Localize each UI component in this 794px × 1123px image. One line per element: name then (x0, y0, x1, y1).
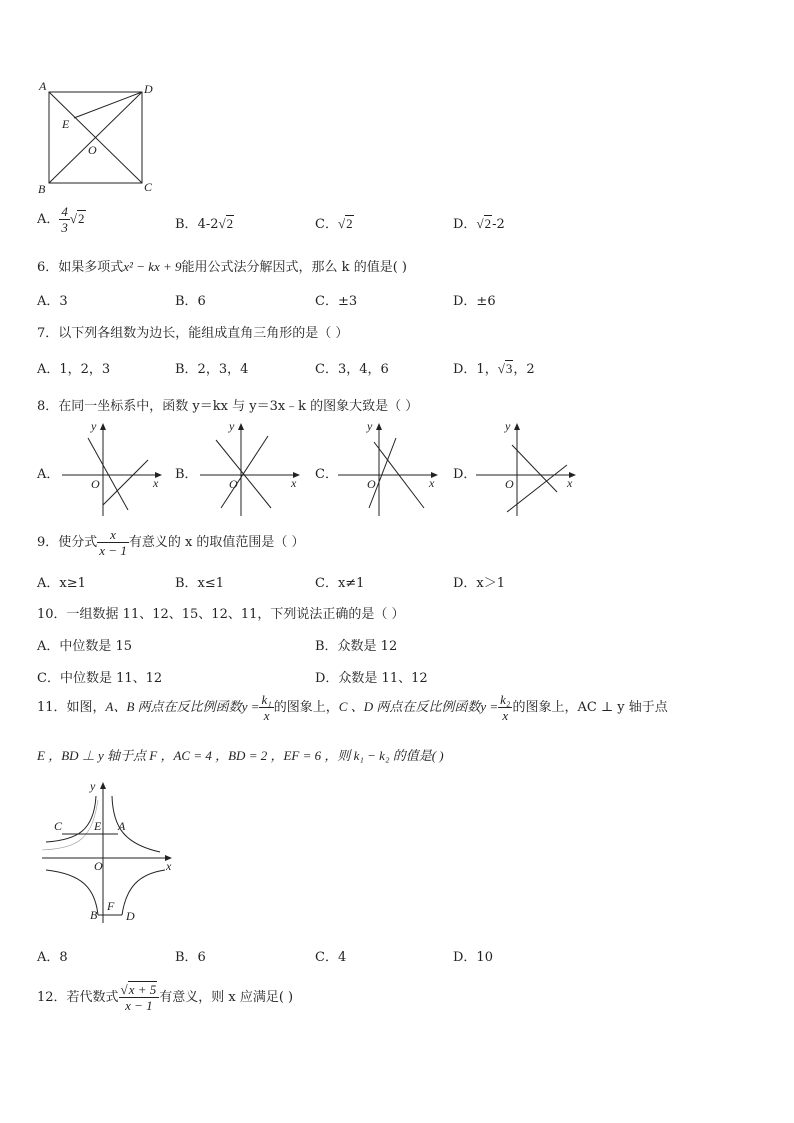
q8-stem: 8．在同一坐标系中，函数 y＝kx 与 y＝3x﹣k 的图象大致是（ ） (37, 399, 419, 414)
q7-stem: 7．以下列各组数为边长，能组成直角三角形的是（ ） (37, 326, 349, 341)
svg-text:O: O (91, 477, 100, 491)
q9-stem: 9．使分式 $\frac{x}{x - 1}$ 有意义的 x 的取值范围是（ ） (37, 527, 305, 558)
q6-option-a[interactable]: A．3 (37, 294, 68, 309)
q6-option-b[interactable]: B．6 (175, 294, 206, 309)
svg-text:E: E (94, 819, 102, 833)
svg-text:y: y (229, 420, 235, 433)
fraction: $\frac{x}{x - 1}$ (99, 527, 127, 558)
q5-option-d[interactable] (453, 213, 505, 232)
q11-stem-line1: 11．如图，A、B 两点在反比例函数y = $\frac{\text{k₁}}{x}$ 的图象上，C 、D 两点在反比例函数y = $\frac{\text{k₂}}{x}$ 的图象上，AC ⊥ y 轴于点 (37, 692, 668, 723)
q8-graph-a (58, 420, 166, 518)
svg-text:D: D (126, 909, 135, 923)
sqrt: √2 (69, 211, 85, 226)
q9-option-a[interactable]: A．x≥1 (37, 576, 86, 591)
label-O: O (88, 143, 97, 157)
option-letter: D． (453, 217, 477, 232)
q7-option-d[interactable]: D．1，√3，2 (453, 361, 535, 377)
q7-option-c[interactable]: C．3，4，6 (315, 362, 389, 377)
option-letter: A． (37, 212, 60, 227)
q6-stem: 6．如果多项式x² − kx + 9能用公式法分解因式，那么 k 的值是( ) (37, 259, 407, 275)
svg-text:O: O (94, 859, 103, 873)
q6-option-d[interactable]: D．±6 (453, 294, 496, 309)
q10-option-c[interactable]: C．中位数是 11、12 (37, 671, 163, 686)
q12-stem: 12．若代数式 $\frac{√x + 5}{x - 1}$ 有意义，则 x 应满足( ) (37, 982, 294, 1013)
q8-graph-c (334, 420, 442, 518)
q8-graph-b (196, 420, 304, 518)
q9-option-d[interactable]: D．x＞1 (453, 576, 506, 591)
hyperbola-figure (40, 778, 180, 926)
sqrt: √2 (337, 216, 353, 231)
q8-graph-d (472, 420, 580, 518)
q11-option-c[interactable]: C．4 (315, 950, 347, 965)
svg-text:O: O (229, 477, 238, 491)
q9-option-b[interactable]: B．x≤1 (175, 576, 225, 591)
q7-option-b[interactable]: B．2，3，4 (175, 362, 249, 377)
fraction: $\frac{√x + 5}{x - 1}$ (119, 982, 160, 1013)
q8-option-c[interactable]: C． (315, 467, 338, 482)
fraction-k1: $\frac{\text{k₁}}{x}$ (261, 692, 272, 723)
q9-option-c[interactable]: C．x≠1 (315, 576, 365, 591)
option-text: -2 (492, 217, 505, 232)
q11-option-a[interactable]: A．8 (37, 950, 68, 965)
option-letter: C． (315, 217, 338, 232)
svg-text:y: y (90, 779, 96, 793)
fraction: $\frac{4}{3}$ (61, 204, 68, 235)
svg-text:C: C (54, 819, 63, 833)
svg-text:x: x (567, 476, 573, 490)
option-text: 4-2 (197, 217, 219, 232)
sqrt: √2 (476, 216, 492, 231)
label-A: A (39, 79, 47, 93)
svg-text:x: x (153, 476, 159, 490)
q8-option-d[interactable]: D． (453, 467, 477, 482)
svg-text:x: x (429, 476, 435, 490)
q11-option-d[interactable]: D．10 (453, 950, 493, 965)
q11-option-b[interactable]: B．6 (175, 950, 206, 965)
q5-option-a[interactable] (37, 204, 86, 235)
q10-option-a[interactable]: A．中位数是 15 (37, 639, 133, 654)
q7-option-a[interactable]: A．1，2，3 (37, 362, 111, 377)
q5-option-c[interactable] (315, 213, 354, 232)
sqrt: √2 (218, 216, 234, 231)
q11-stem-line2: E ，BD ⊥ y 轴于点 F ，AC = 4 ，BD = 2 ，EF = 6 ，则 k₁ − k₂ 的值是( ) (37, 748, 444, 763)
label-C: C (144, 180, 153, 194)
label-B: B (38, 182, 46, 196)
label-E: E (62, 117, 70, 131)
q8-option-b[interactable]: B． (175, 467, 198, 482)
q8-option-a[interactable]: A． (37, 467, 60, 482)
q6-option-c[interactable]: C．±3 (315, 294, 358, 309)
option-letter: B． (175, 217, 198, 232)
q10-option-b[interactable]: B．众数是 12 (315, 639, 398, 654)
sqrt: √3 (497, 361, 513, 376)
svg-text:y: y (91, 420, 97, 433)
svg-text:B: B (90, 908, 98, 922)
polynomial: x² − kx + 9 (123, 259, 182, 274)
label-D: D (144, 82, 153, 96)
svg-text:y: y (505, 420, 511, 433)
fraction-k2: $\frac{\text{k₂}}{x}$ (500, 692, 511, 723)
svg-text:x: x (166, 859, 172, 873)
svg-text:x: x (291, 476, 297, 490)
square-figure (34, 78, 164, 196)
q5-option-b[interactable] (175, 213, 234, 232)
svg-text:O: O (505, 477, 514, 491)
svg-text:F: F (107, 899, 115, 913)
svg-text:y: y (367, 420, 373, 433)
q10-option-d[interactable]: D．众数是 11、12 (315, 671, 428, 686)
svg-text:O: O (367, 477, 376, 491)
q10-stem: 10．一组数据 11、12、15、12、11，下列说法正确的是（ ） (37, 607, 405, 622)
svg-text:A: A (118, 819, 126, 833)
